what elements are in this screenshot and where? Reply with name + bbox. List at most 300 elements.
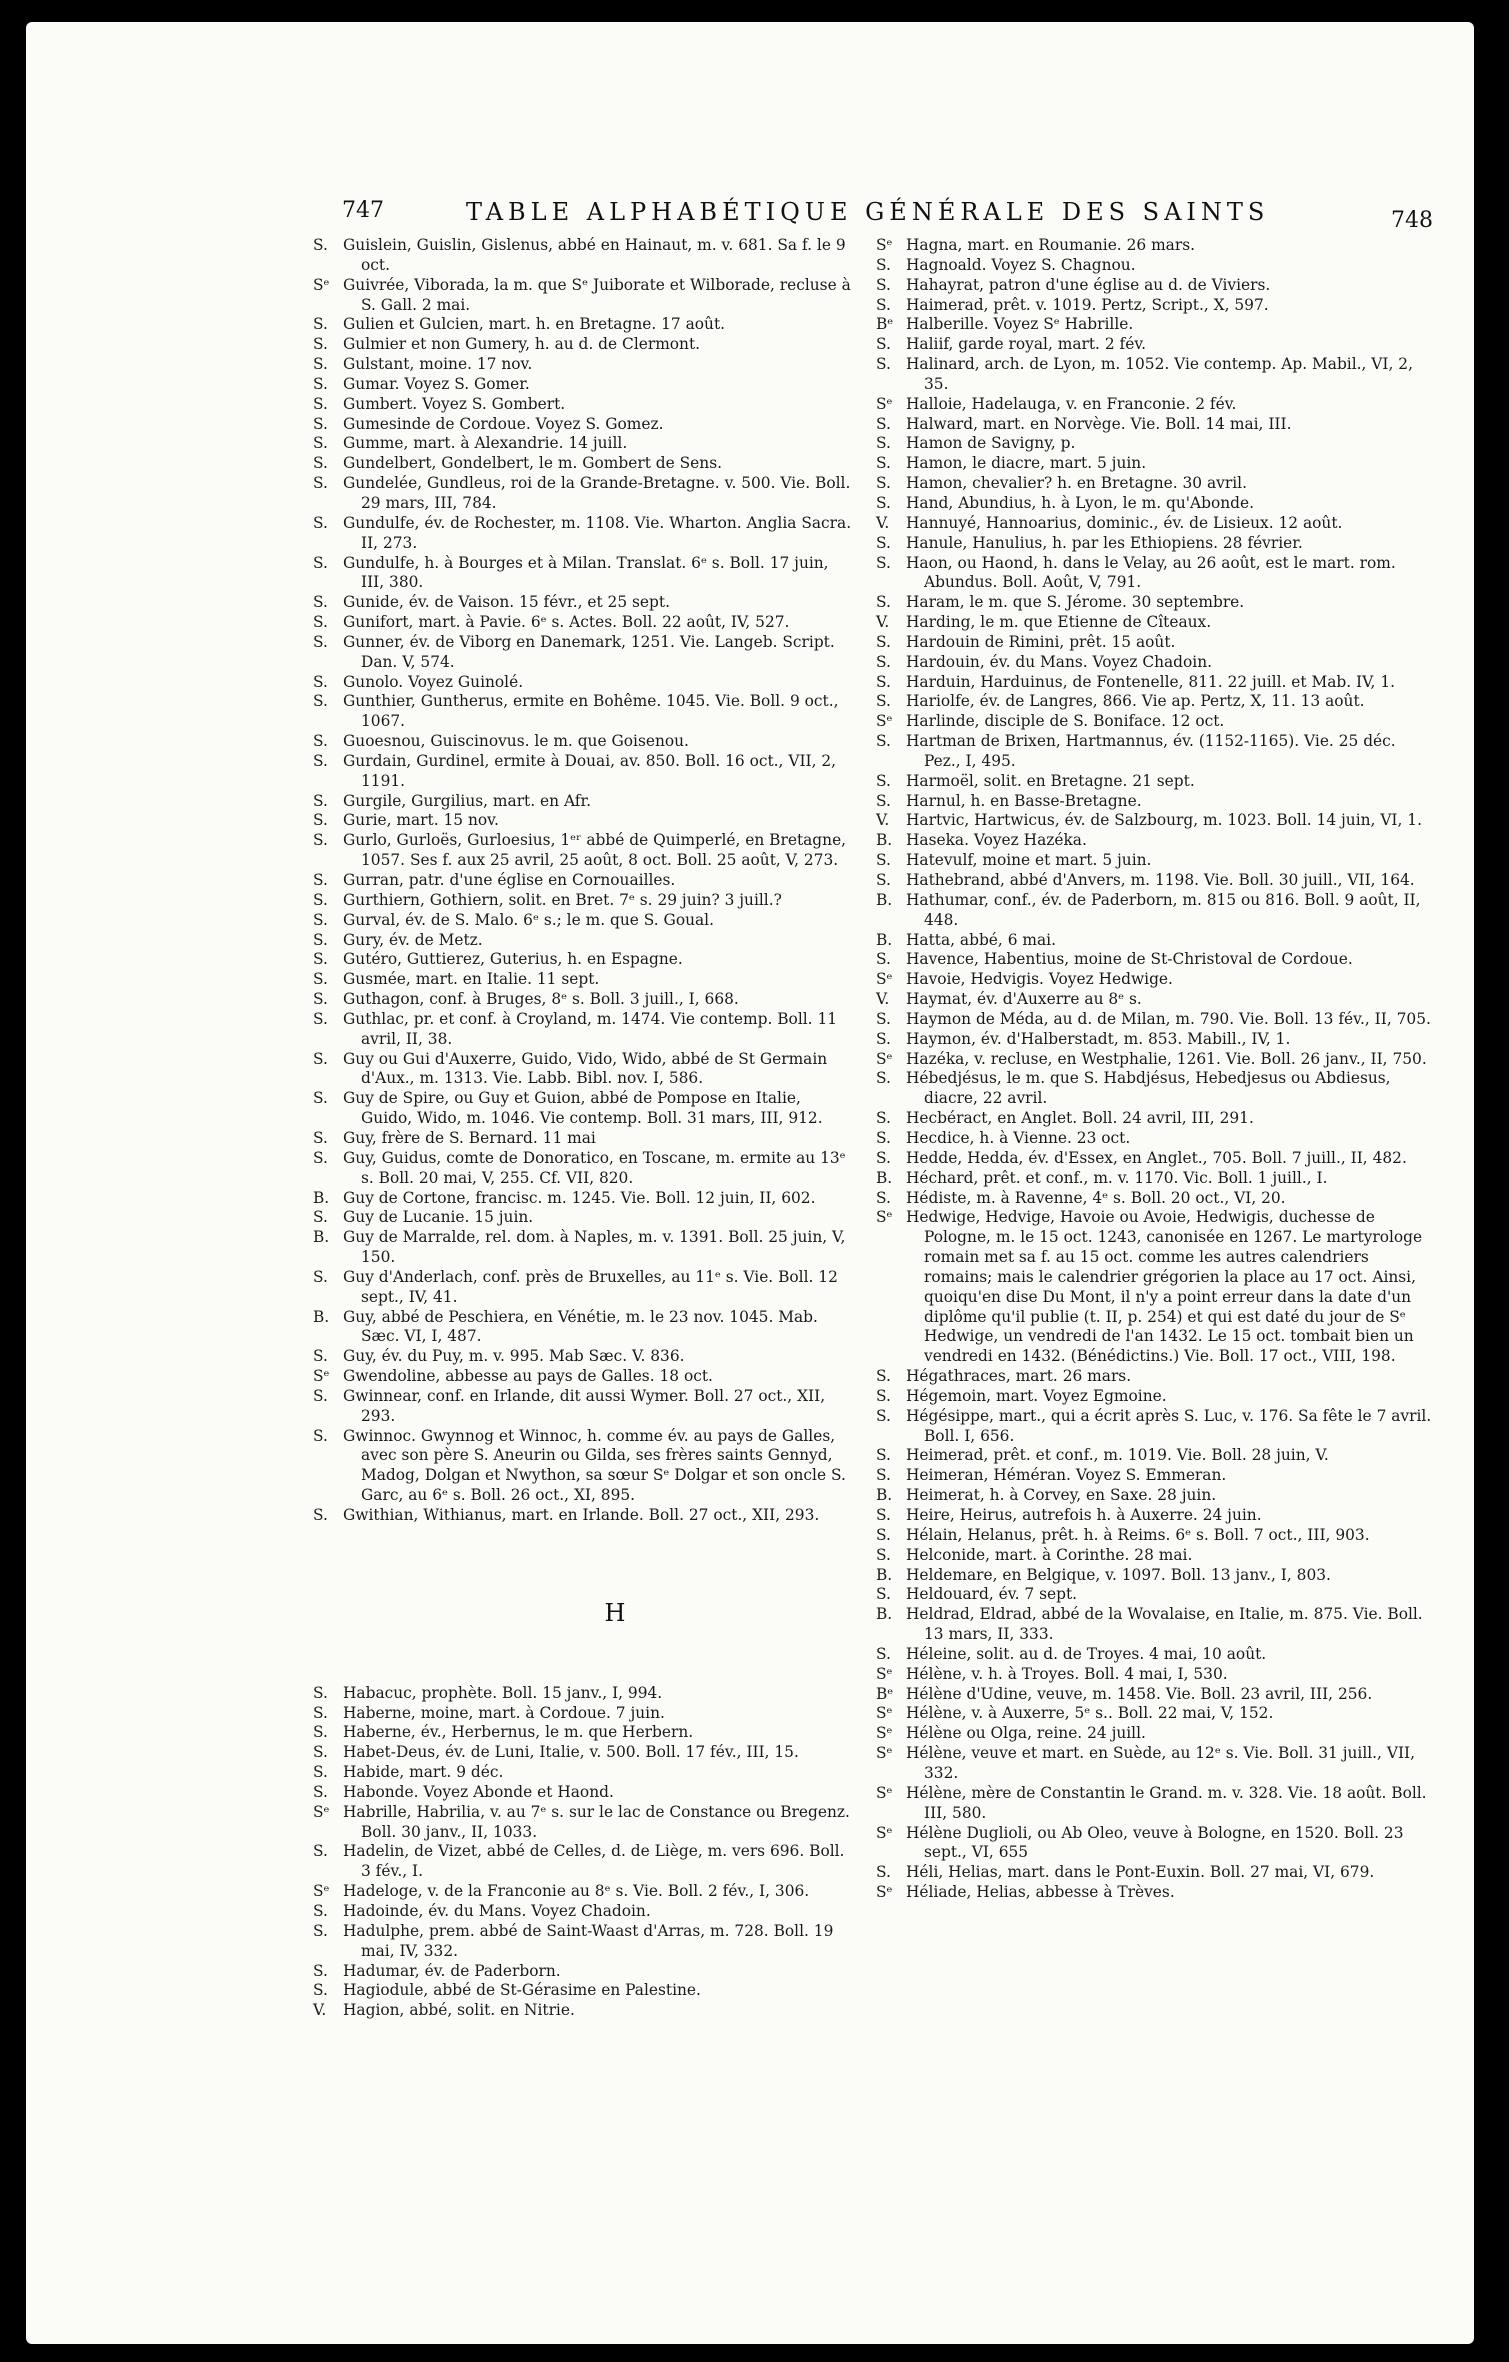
entry-text: Héleine, solit. au d. de Troyes. 4 mai, 10 août. <box>906 1644 1267 1663</box>
entry-text: Heldrad, Eldrad, abbé de la Wovalaise, en Italie, m. 875. Vie. Boll. 13 mars, II, 333. <box>906 1605 1423 1644</box>
list-item <box>876 534 1436 554</box>
entry-text: Guislein, Guislin, Gislenus, abbé en Hainaut, m. v. 681. Sa f. le 9 oct. <box>343 236 846 274</box>
entry-text: Hariolfe, év. de Langres, 866. Vie ap. Pertz, X, 11. 13 août. <box>906 692 1365 711</box>
entry-prefix: S. <box>876 791 891 810</box>
page-title: TABLE ALPHABÉTIQUE GÉNÉRALE DES SAINTS <box>466 198 1270 226</box>
entry-text: Guy d'Anderlach, conf. près de Bruxelles, au 11ᵉ s. Vie. Boll. 12 sept., IV, 41. <box>343 1267 838 1306</box>
list-item <box>876 950 1436 970</box>
list-item <box>876 1665 1436 1685</box>
list-item <box>313 355 853 375</box>
list-item <box>313 1129 853 1149</box>
list-item <box>313 375 853 395</box>
entry-prefix: S. <box>313 374 328 393</box>
entry-prefix: S. <box>876 732 891 751</box>
entry-text: Hadulphe, prem. abbé de Saint-Waast d'Arras, m. 728. Boll. 19 mai, IV, 332. <box>343 1921 834 1960</box>
entry-text: Gurie, mart. 15 nov. <box>343 811 499 830</box>
list-item <box>313 633 853 673</box>
list-item <box>876 673 1436 693</box>
entry-text: Hedde, Hedda, év. d'Essex, en Anglet., 705. Boll. 7 juill., II, 482. <box>906 1148 1407 1167</box>
entry-prefix: S. <box>876 335 891 354</box>
entry-text: Gumme, mart. à Alexandrie. 14 juill. <box>343 434 628 453</box>
entry-text: Gusmée, mart. en Italie. 11 sept. <box>343 970 600 989</box>
entry-text: Halloie, Hadelauga, v. en Franconie. 2 fév. <box>906 394 1237 413</box>
entry-text: Hadelin, de Vizet, abbé de Celles, d. de Liège, m. vers 696. Boll. 3 fév., I. <box>343 1842 845 1881</box>
entry-prefix: S. <box>313 1683 328 1702</box>
list-item <box>876 1050 1436 1070</box>
list-item <box>876 1585 1436 1605</box>
entry-text: Hélain, Helanus, prêt. h. à Reims. 6ᵉ s. Boll. 7 oct., III, 903. <box>906 1525 1370 1544</box>
entry-prefix: S. <box>876 255 891 274</box>
entry-text: Hand, Abundius, h. à Lyon, le m. qu'Abonde. <box>906 493 1254 512</box>
entry-prefix: B. <box>876 930 893 949</box>
list-item <box>876 970 1436 990</box>
entry-prefix: S. <box>313 1267 328 1286</box>
list-item <box>876 434 1436 454</box>
list-item <box>876 1863 1436 1883</box>
entry-prefix: S. <box>876 1545 891 1564</box>
entry-text: Hardouin, év. du Mans. Voyez Chadoin. <box>906 652 1213 671</box>
entry-prefix: S. <box>313 454 328 473</box>
entry-prefix: S. <box>876 871 891 889</box>
list-item <box>313 1149 853 1189</box>
entry-prefix: Bᵉ <box>876 1684 894 1703</box>
entry-text: Gundulfe, év. de Rochester, m. 1108. Vie. Wharton. Anglia Sacra. II, 273. <box>343 513 852 552</box>
list-item <box>313 554 853 594</box>
entry-prefix: S. <box>313 871 328 889</box>
entry-text: Gunide, év. de Vaison. 15 févr., et 25 sept. <box>343 593 670 612</box>
entry-text: Haliif, garde royal, mart. 2 fév. <box>906 335 1147 354</box>
list-item <box>876 1109 1436 1129</box>
entry-text: Hamon de Savigny, p. <box>906 434 1076 453</box>
entry-prefix: V. <box>876 990 890 1009</box>
entry-prefix: S. <box>313 910 328 929</box>
entry-text: Hadoinde, év. du Mans. Voyez Chadoin. <box>343 1901 651 1920</box>
entry-prefix: Sᵉ <box>313 1882 330 1901</box>
entry-prefix: S. <box>313 970 328 989</box>
entry-prefix: S. <box>876 950 891 969</box>
entry-text: Haberne, moine, mart. à Cordoue. 7 juin. <box>343 1703 665 1722</box>
entry-text: Guy, Guidus, comte de Donoratico, en Toscane, m. ermite au 13ᵉ s. Boll. 20 mai, V, 255. Cf. VII, 820. <box>343 1148 846 1187</box>
entry-text: Halberille. Voyez Sᵉ Habrille. <box>906 315 1134 334</box>
entry-prefix: B. <box>876 1605 893 1624</box>
entry-text: Guy de Spire, ou Guy et Guion, abbé de Pompose en Italie, Guido, Wido, m. 1046. Vie contemp. Boll. 31 mars, III, 912. <box>343 1089 823 1128</box>
entry-text: Hadumar, év. de Paderborn. <box>343 1961 561 1980</box>
list-item <box>876 831 1436 851</box>
list-item <box>313 315 853 335</box>
entry-prefix: Sᵉ <box>876 1744 893 1763</box>
entry-text: Helconide, mart. à Corinthe. 28 mai. <box>906 1545 1193 1564</box>
entry-text: Haram, le m. que S. Jérome. 30 septembre. <box>906 593 1245 612</box>
entry-text: Gumar. Voyez S. Gomer. <box>343 374 530 393</box>
entry-prefix: Sᵉ <box>313 1802 330 1821</box>
list-item <box>313 415 853 435</box>
entry-text: Harlinde, disciple de S. Boniface. 12 oct. <box>906 712 1225 731</box>
entry-text: Hazéka, v. recluse, en Westphalie, 1261. Vie. Boll. 26 janv., II, 750. <box>906 1049 1427 1068</box>
entry-prefix: Bᵉ <box>876 315 894 334</box>
list-item <box>876 236 1436 256</box>
entry-text: Habide, mart. 9 déc. <box>343 1763 504 1782</box>
entry-prefix: S. <box>313 672 328 691</box>
list-item <box>876 931 1436 951</box>
list-item <box>876 1030 1436 1050</box>
list-item <box>876 296 1436 316</box>
list-item <box>313 335 853 355</box>
entry-text: Gurgile, Gurgilius, mart. en Afr. <box>343 791 592 810</box>
entry-prefix: S. <box>313 930 328 949</box>
list-item <box>313 1962 853 1982</box>
list-item <box>313 514 853 554</box>
entry-text: Hathumar, conf., év. de Paderborn, m. 815 ou 816. Boll. 9 août, II, 448. <box>906 890 1421 929</box>
list-item <box>876 1010 1436 1030</box>
list-item <box>876 692 1436 712</box>
entry-text: Guy, év. du Puy, m. v. 995. Mab Sæc. V. 836. <box>343 1347 685 1366</box>
list-item <box>876 256 1436 276</box>
entry-prefix: S. <box>876 1406 891 1425</box>
entry-text: Habrille, Habrilia, v. au 7ᵉ s. sur le lac de Constance ou Bregenz. Boll. 30 janv., II, 1033. <box>343 1802 850 1841</box>
entry-prefix: S. <box>876 355 891 374</box>
list-item <box>876 593 1436 613</box>
page-number-right: 748 <box>1391 208 1433 233</box>
entries-right <box>876 236 1436 1903</box>
entry-prefix: Sᵉ <box>876 1208 893 1227</box>
entry-prefix: S. <box>313 950 328 969</box>
entry-prefix: S. <box>876 1069 891 1088</box>
entry-text: Hagiodule, abbé de St-Gérasime en Palestine. <box>343 1981 701 2000</box>
entry-text: Gulien et Gulcien, mart. h. en Bretagne. 17 août. <box>343 315 726 334</box>
entry-text: Hélène, mère de Constantin le Grand. m. v. 328. Vie. 18 août. Boll. III, 580. <box>906 1783 1427 1822</box>
entry-text: Gunthier, Guntherus, ermite en Bohême. 1045. Vie. Boll. 9 oct., 1067. <box>343 692 839 731</box>
entry-text: Hatevulf, moine et mart. 5 juin. <box>906 851 1152 870</box>
list-item <box>313 593 853 613</box>
entry-text: Héchard, prêt. et conf., m. v. 1170. Vic. Boll. 1 juill., I. <box>906 1168 1328 1187</box>
entry-text: Haon, ou Haond, h. dans le Velay, au 26 août, est le mart. rom. Abundus. Boll. Août, V, 791. <box>906 553 1396 592</box>
entry-prefix: S. <box>876 1585 891 1604</box>
entry-text: Heldemare, en Belgique, v. 1097. Boll. 13 janv., I, 803. <box>906 1565 1331 1584</box>
entry-prefix: S. <box>313 1703 328 1722</box>
entry-prefix: Sᵉ <box>876 1883 893 1902</box>
entry-text: Haymon, év. d'Halberstadt, m. 853. Mabill., IV, 1. <box>906 1029 1291 1048</box>
entry-prefix: S. <box>876 474 891 493</box>
entry-text: Hecbéract, en Anglet. Boll. 24 avril, III, 291. <box>906 1109 1254 1128</box>
entry-prefix: S. <box>313 811 328 830</box>
right-column <box>876 236 1436 1903</box>
entry-prefix: S. <box>313 315 328 334</box>
section-letter-h: H <box>604 1598 626 1627</box>
entry-prefix: S. <box>876 1506 891 1524</box>
entry-text: Gwendoline, abbesse au pays de Galles. 18 oct. <box>343 1367 713 1386</box>
entry-text: Guy, frère de S. Bernard. 11 mai <box>343 1128 596 1147</box>
entry-prefix: S. <box>313 513 328 532</box>
entry-text: Gunolo. Voyez Guinolé. <box>343 672 524 691</box>
entry-prefix: S. <box>313 1148 328 1167</box>
entry-prefix: V. <box>876 811 890 830</box>
list-item <box>313 911 853 931</box>
entry-text: Hathebrand, abbé d'Anvers, m. 1198. Vie. Boll. 30 juill., VII, 164. <box>906 871 1415 889</box>
entry-prefix: Sᵉ <box>313 275 330 294</box>
entry-text: Héli, Helias, mart. dans le Pont-Euxin. Boll. 27 mai, VI, 679. <box>906 1863 1375 1882</box>
list-item <box>876 633 1436 653</box>
list-item <box>876 891 1436 931</box>
entries-h <box>313 1684 853 2021</box>
entry-text: Haymat, év. d'Auxerre au 8ᵉ s. <box>906 990 1142 1009</box>
list-item <box>313 1922 853 1962</box>
list-item <box>313 1981 853 2001</box>
entry-text: Hamon, le diacre, mart. 5 juin. <box>906 454 1147 473</box>
entry-prefix: S. <box>876 1644 891 1663</box>
list-item <box>313 1882 853 1902</box>
left-column <box>313 236 853 2021</box>
entry-prefix: Sᵉ <box>876 1664 893 1683</box>
entry-prefix: S. <box>876 1863 891 1882</box>
page-number-left: 747 <box>342 198 384 223</box>
entry-text: Hélène, v. h. à Troyes. Boll. 4 mai, I, 530. <box>906 1664 1228 1683</box>
entry-prefix: B. <box>313 1228 330 1247</box>
entry-prefix: S. <box>876 533 891 552</box>
list-item <box>313 1308 853 1348</box>
entry-prefix: S. <box>876 1128 891 1147</box>
list-item <box>876 851 1436 871</box>
list-item <box>876 653 1436 673</box>
list-item <box>313 1367 853 1387</box>
entry-text: Hanule, Hanulius, h. par les Ethiopiens. 28 février. <box>906 533 1303 552</box>
entry-prefix: S. <box>876 1029 891 1048</box>
list-item <box>313 871 853 891</box>
entry-prefix: S. <box>313 1782 328 1801</box>
list-item <box>876 712 1436 732</box>
list-item <box>313 236 853 276</box>
entry-prefix: S. <box>313 1049 328 1068</box>
list-item <box>876 1506 1436 1526</box>
entry-prefix: S. <box>313 831 328 850</box>
list-item <box>313 1050 853 1090</box>
entry-text: Heldouard, év. 7 sept. <box>906 1585 1078 1604</box>
entry-text: Gutéro, Guttierez, Guterius, h. en Espagne. <box>343 950 683 969</box>
entry-prefix: B. <box>313 1188 330 1207</box>
entry-text: Gwinnoc. Gwynnog et Winnoc, h. comme év. au pays de Galles, avec son père S. Aneurin ou Gilda, ses frères saints Gennyd, Madog, Dolgan et Nwython, sa sœur Sᵉ Dolgar et son oncle S. Garc, au 6ᵉ s. Boll. 26 oct., XI, 895. <box>343 1426 846 1505</box>
entry-text: Gundelbert, Gondelbert, le m. Gombert de Sens. <box>343 454 722 473</box>
entry-prefix: S. <box>876 1188 891 1207</box>
entries-g <box>313 236 853 1526</box>
list-item <box>313 1268 853 1308</box>
entry-prefix: S. <box>313 236 328 254</box>
list-item <box>313 831 853 871</box>
entry-prefix: S. <box>876 851 891 870</box>
scanned-page <box>26 22 1474 2344</box>
entry-text: Harding, le m. que Etienne de Cîteaux. <box>906 613 1212 632</box>
list-item <box>876 1526 1436 1546</box>
list-item <box>313 891 853 911</box>
entry-prefix: S. <box>313 751 328 770</box>
entry-prefix: S. <box>313 1426 328 1445</box>
entry-prefix: B. <box>876 831 893 850</box>
list-item <box>313 613 853 633</box>
entry-prefix: S. <box>313 1763 328 1782</box>
entry-prefix: Sᵉ <box>876 1049 893 1068</box>
list-item <box>313 474 853 514</box>
list-item <box>876 1704 1436 1724</box>
list-item <box>313 673 853 693</box>
entry-text: Gurval, év. de S. Malo. 6ᵉ s.; le m. que S. Goual. <box>343 910 714 929</box>
entry-prefix: V. <box>876 513 890 532</box>
entry-prefix: S. <box>876 632 891 651</box>
entry-text: Haberne, év., Herbernus, le m. que Herbern. <box>343 1723 694 1742</box>
list-item <box>313 970 853 990</box>
entry-text: Gurlo, Gurloës, Gurloesius, 1ᵉʳ abbé de Quimperlé, en Bretagne, 1057. Ses f. aux 25 avril, 25 août, 8 oct. Boll. 25 août, V, 273. <box>343 831 847 870</box>
list-item <box>313 792 853 812</box>
entry-text: Heimeran, Héméran. Voyez S. Emmeran. <box>906 1466 1227 1485</box>
entry-text: Gurdain, Gurdinel, ermite à Douai, av. 850. Boll. 16 oct., VII, 2, 1191. <box>343 751 837 790</box>
entry-prefix: S. <box>876 493 891 512</box>
entry-text: Hédiste, m. à Ravenne, 4ᵉ s. Boll. 20 oct., VI, 20. <box>906 1188 1286 1207</box>
entry-text: Hartvic, Hartwicus, év. de Salzbourg, m. 1023. Boll. 14 juin, VI, 1. <box>906 811 1422 830</box>
entry-prefix: V. <box>313 2001 327 2020</box>
entry-prefix: S. <box>313 1208 328 1227</box>
entry-text: Guthlac, pr. et conf. à Croyland, m. 1474. Vie contemp. Boll. 11 avril, II, 38. <box>343 1009 838 1048</box>
list-item <box>876 494 1436 514</box>
list-item <box>313 1427 853 1506</box>
list-item <box>313 1189 853 1209</box>
entry-prefix: S. <box>313 1009 328 1028</box>
entry-prefix: S. <box>313 890 328 909</box>
entry-text: Hannuyé, Hannoarius, dominic., év. de Lisieux. 12 août. <box>906 513 1343 532</box>
list-item <box>876 1367 1436 1387</box>
list-item <box>313 1842 853 1882</box>
list-item <box>876 990 1436 1010</box>
list-item <box>876 1546 1436 1566</box>
entry-text: Gurthiern, Gothiern, solit. en Bret. 7ᵉ s. 29 juin? 3 juill.? <box>343 890 782 909</box>
entry-prefix: Sᵉ <box>313 1367 330 1386</box>
entry-text: Gury, év. de Metz. <box>343 930 483 949</box>
list-item <box>876 395 1436 415</box>
entry-prefix: S. <box>876 771 891 790</box>
entry-text: Hégemoin, mart. Voyez Egmoine. <box>906 1386 1167 1405</box>
entry-text: Hébedjésus, le m. que S. Habdjésus, Hebedjesus ou Abdiesus, diacre, 22 avril. <box>906 1069 1391 1108</box>
entry-prefix: S. <box>876 1148 891 1167</box>
entry-text: Haymon de Méda, au d. de Milan, m. 790. Vie. Boll. 13 fév., II, 705. <box>906 1009 1431 1028</box>
list-item <box>876 454 1436 474</box>
list-item <box>876 1645 1436 1665</box>
entry-prefix: S. <box>313 1921 328 1940</box>
entry-prefix: Sᵉ <box>876 1783 893 1802</box>
list-item <box>313 1723 853 1743</box>
entry-prefix: S. <box>876 1109 891 1128</box>
list-item <box>876 792 1436 812</box>
list-item <box>313 752 853 792</box>
entry-prefix: S. <box>876 652 891 671</box>
entry-text: Hatta, abbé, 6 mai. <box>906 930 1056 949</box>
entry-text: Hégathraces, mart. 26 mars. <box>906 1367 1132 1386</box>
list-item <box>313 950 853 970</box>
entry-text: Hélène, v. à Auxerre, 5ᵉ s.. Boll. 22 mai, V, 152. <box>906 1704 1274 1723</box>
list-item <box>313 692 853 732</box>
list-item <box>313 454 853 474</box>
entry-prefix: Sᵉ <box>876 712 893 731</box>
entry-prefix: S. <box>313 1723 328 1742</box>
entry-prefix: S. <box>313 414 328 433</box>
entry-prefix: S. <box>313 593 328 612</box>
entry-prefix: Sᵉ <box>876 236 893 254</box>
list-item <box>876 1883 1436 1903</box>
entry-text: Gunifort, mart. à Pavie. 6ᵉ s. Actes. Boll. 22 août, IV, 527. <box>343 613 790 632</box>
entry-prefix: S. <box>876 1009 891 1028</box>
entry-text: Heire, Heirus, autrefois h. à Auxerre. 24 juin. <box>906 1506 1262 1524</box>
list-item <box>876 554 1436 594</box>
list-item <box>313 1763 853 1783</box>
entry-text: Gwithian, Withianus, mart. en Irlande. Boll. 27 oct., XII, 293. <box>343 1506 820 1524</box>
entry-text: Habet-Deus, év. de Luni, Italie, v. 500. Boll. 17 fév., III, 15. <box>343 1743 799 1762</box>
entry-text: Halinard, arch. de Lyon, m. 1052. Vie contemp. Ap. Mabil., VI, 2, 35. <box>906 355 1413 393</box>
entry-text: Hadeloge, v. de la Franconie au 8ᵉ s. Vie. Boll. 2 fév., I, 306. <box>343 1882 810 1901</box>
entry-text: Gwinnear, conf. en Irlande, dit aussi Wymer. Boll. 27 oct., XII, 293. <box>343 1386 826 1425</box>
entry-prefix: S. <box>876 1446 891 1465</box>
list-item <box>313 1704 853 1724</box>
entry-prefix: S. <box>313 791 328 810</box>
list-item <box>876 1407 1436 1447</box>
entry-prefix: S. <box>313 1743 328 1762</box>
list-item <box>876 1129 1436 1149</box>
entry-prefix: S. <box>313 474 328 493</box>
list-item <box>876 1744 1436 1784</box>
entry-prefix: S. <box>313 1386 328 1405</box>
list-item <box>876 1685 1436 1705</box>
list-item <box>313 1347 853 1367</box>
list-item <box>313 1089 853 1129</box>
entry-prefix: S. <box>876 1367 891 1386</box>
list-item <box>876 871 1436 891</box>
list-item <box>876 335 1436 355</box>
entry-prefix: S. <box>313 732 328 751</box>
list-item <box>876 772 1436 792</box>
entry-prefix: S. <box>313 692 328 711</box>
entry-prefix: S. <box>313 613 328 632</box>
entry-prefix: S. <box>313 394 328 413</box>
list-item <box>313 434 853 454</box>
list-item <box>313 1902 853 1922</box>
entry-text: Guy, abbé de Peschiera, en Vénétie, m. le 23 nov. 1045. Mab. Sæc. VI, I, 487. <box>343 1307 818 1346</box>
list-item <box>876 1446 1436 1466</box>
list-item <box>313 990 853 1010</box>
entry-prefix: S. <box>876 593 891 612</box>
list-item <box>313 732 853 752</box>
entry-prefix: S. <box>313 1506 328 1524</box>
entry-text: Hagnoald. Voyez S. Chagnou. <box>906 255 1136 274</box>
entry-text: Hélène Duglioli, ou Ab Oleo, veuve à Bologne, en 1520. Boll. 23 sept., VI, 655 <box>906 1823 1404 1862</box>
entry-text: Harmoël, solit. en Bretagne. 21 sept. <box>906 771 1195 790</box>
entry-text: Haimerad, prêt. v. 1019. Pertz, Script., X, 597. <box>906 295 1269 314</box>
entry-prefix: S. <box>876 672 891 691</box>
list-item <box>876 1486 1436 1506</box>
entry-text: Guy ou Gui d'Auxerre, Guido, Vido, Wido, abbé de St Germain d'Aux., m. 1313. Vie. Labb. Bibl. nov. I, 586. <box>343 1049 828 1088</box>
entry-text: Hélène ou Olga, reine. 24 juill. <box>906 1724 1146 1743</box>
list-item <box>876 1466 1436 1486</box>
entry-prefix: Sᵉ <box>876 1823 893 1842</box>
list-item <box>876 1724 1436 1744</box>
entry-prefix: S. <box>876 295 891 314</box>
entry-text: Havoie, Hedvigis. Voyez Hedwige. <box>906 970 1173 989</box>
entry-prefix: S. <box>313 990 328 1009</box>
entry-text: Gunner, év. de Viborg en Danemark, 1251. Vie. Langeb. Script. Dan. V, 574. <box>343 632 835 671</box>
list-item <box>313 1208 853 1228</box>
entry-prefix: S. <box>313 632 328 651</box>
entry-prefix: S. <box>313 335 328 354</box>
entry-prefix: S. <box>876 275 891 294</box>
entry-text: Harnul, h. en Basse-Bretagne. <box>906 791 1142 810</box>
entry-prefix: Sᵉ <box>876 394 893 413</box>
entry-prefix: S. <box>313 1128 328 1147</box>
list-item <box>313 1743 853 1763</box>
entry-text: Guy de Cortone, francisc. m. 1245. Vie. Boll. 12 juin, II, 602. <box>343 1188 816 1207</box>
entry-text: Hartman de Brixen, Hartmannus, év. (1152-1165). Vie. 25 déc. Pez., I, 495. <box>906 732 1396 770</box>
